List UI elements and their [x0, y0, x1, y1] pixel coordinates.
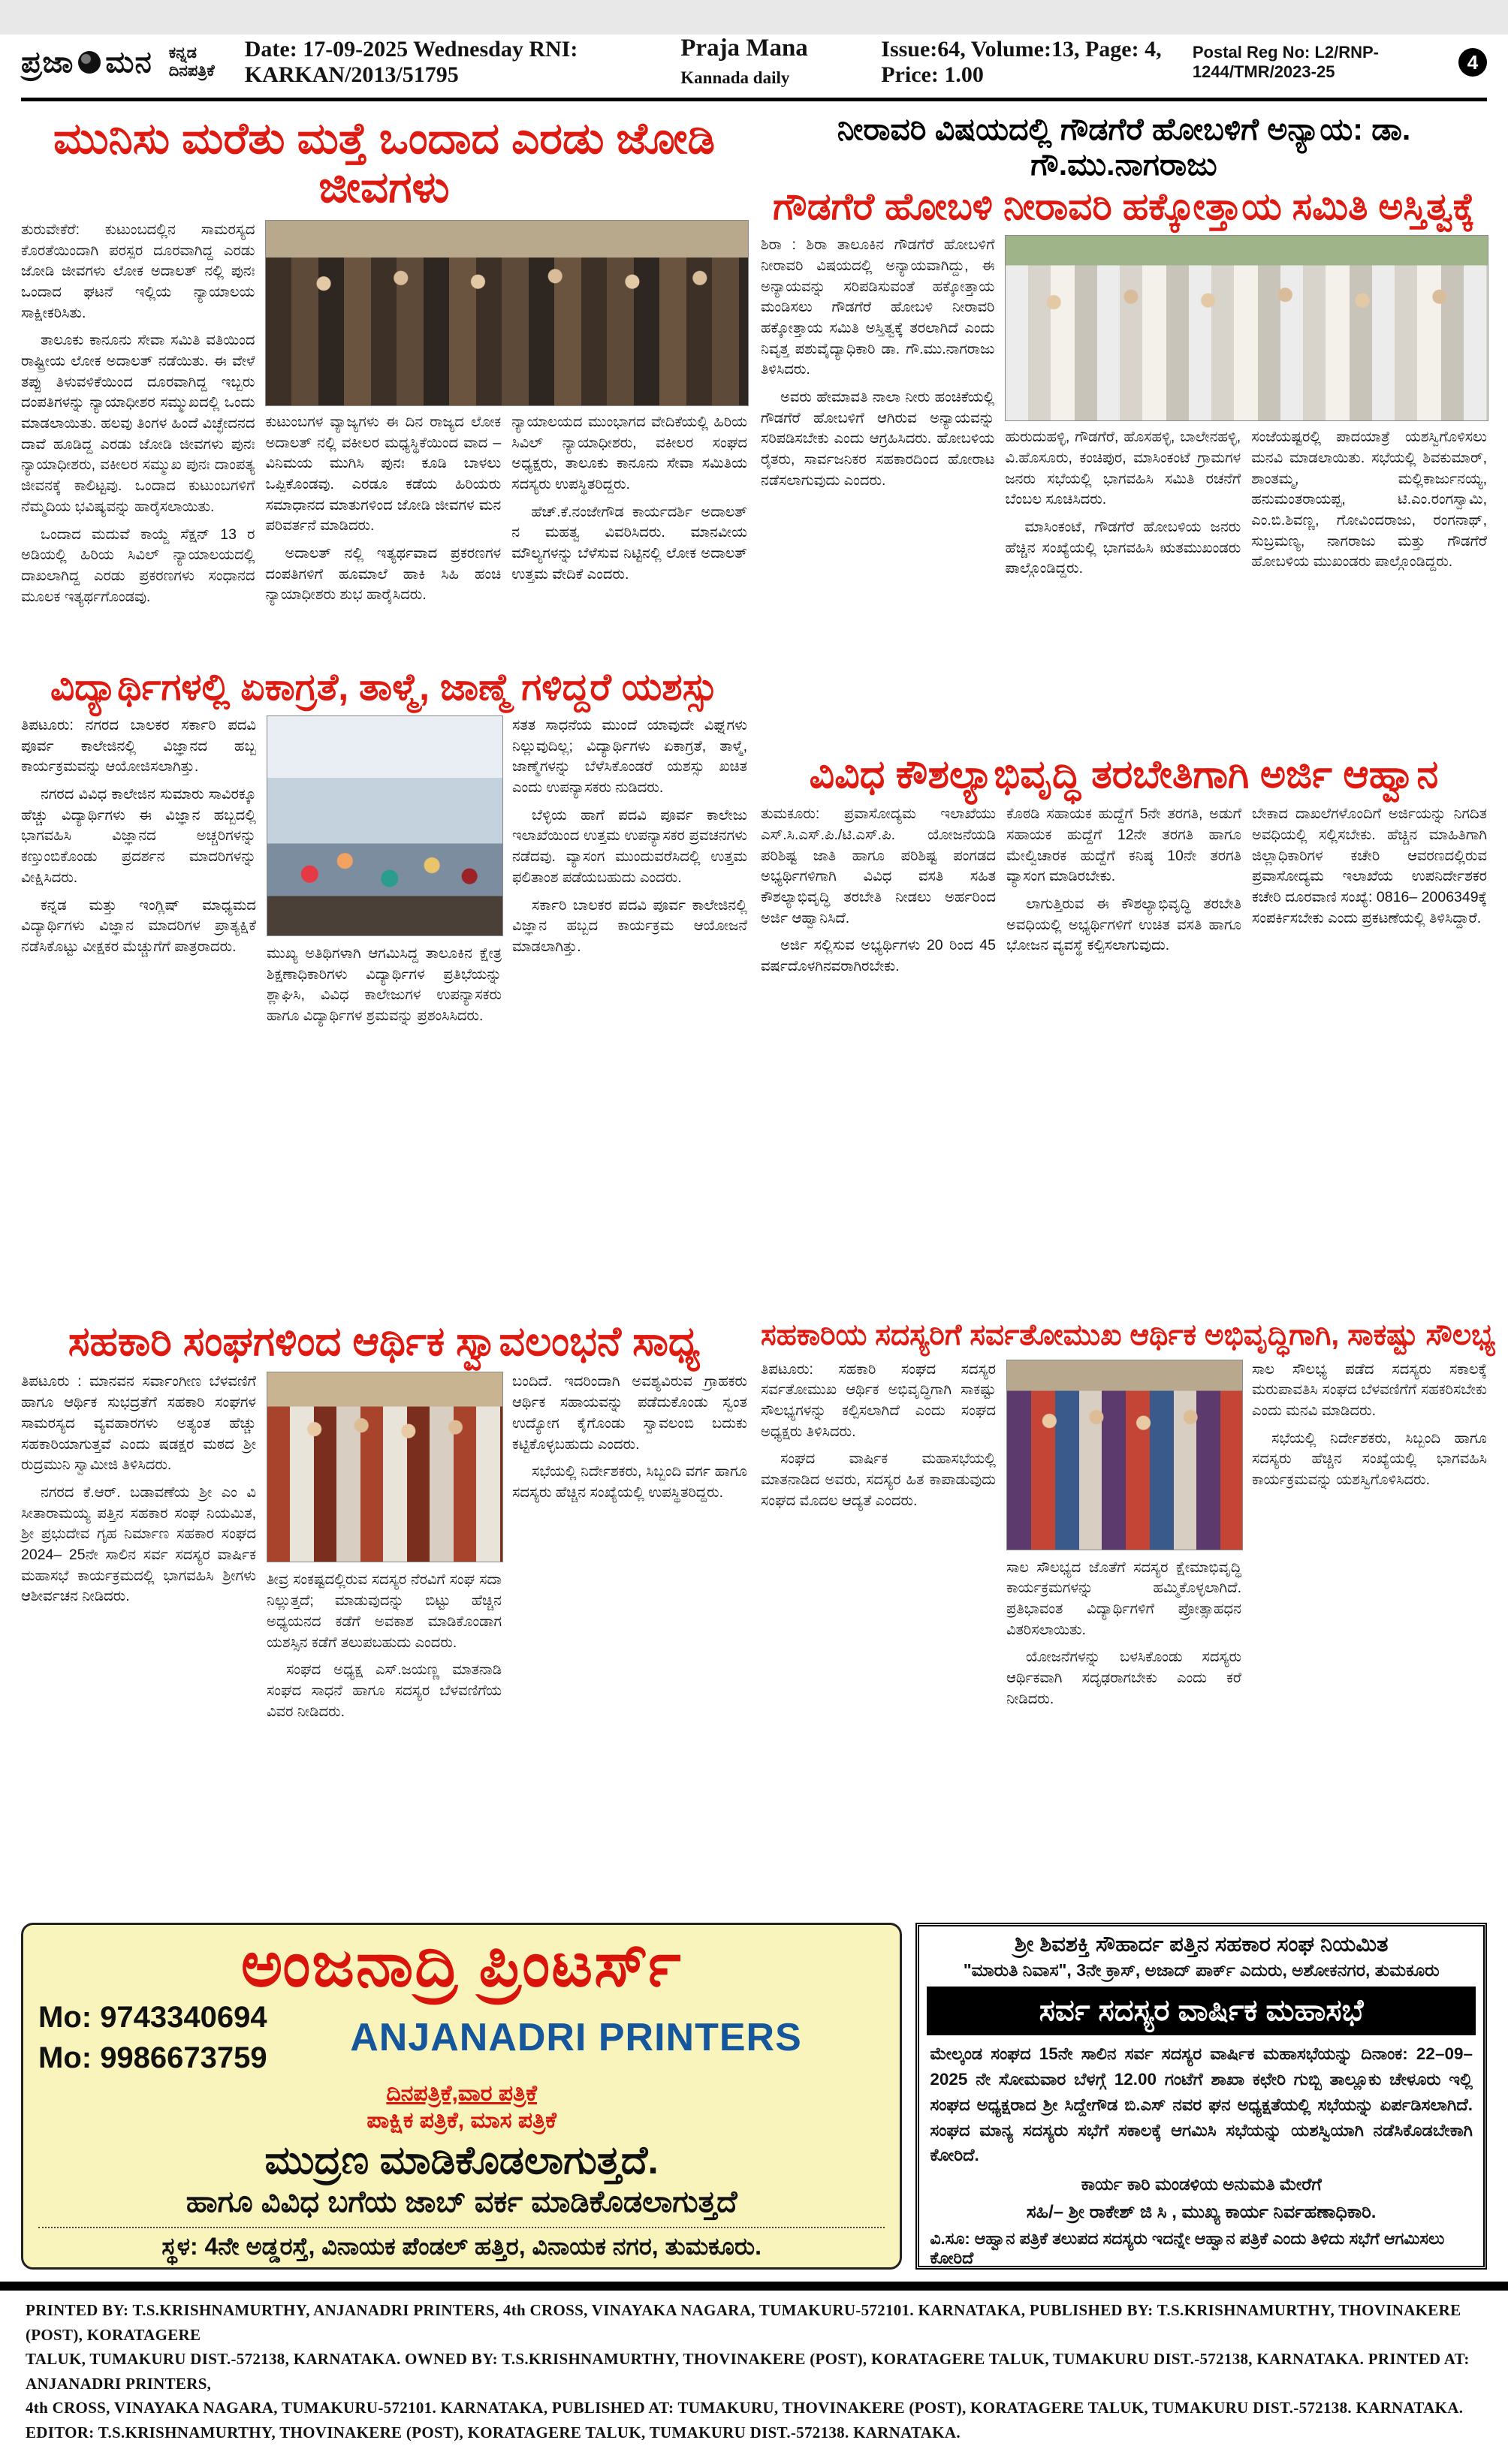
article-paragraph: ಸಂಜೆಯಷ್ಟರಲ್ಲಿ ಪಾದಯಾತ್ರೆ ಯಶಸ್ವಿಗೊಳಿಸಲು ಮನವಿ ಮಾಡಲಾಯಿತು. ಸಭೆಯಲ್ಲಿ ಶಿವಕುಮಾರ್, ಶಾಂತಮ್ಮ, ಮಲ್ಲಿಕಾರ್ಜುನಯ್ಯ, ಹನುಮಂತರಾಯಪ್ಪ, ಟಿ.ಎಂ.ರಂಗಸ್ವಾಮಿ, ಎಂ.ಬಿ.ಶಿವಣ್ಣ, ಗೋವಿಂದರಾಜು, ರಂಗನಾಥ್, ಸುಬ್ರಮಣ್ಯ, ನಾಗರಾಜು ಮತ್ತು ಗೌಡಗೆರೆ ಹೋಬಳಿಯ ಮುಖಂಡರು ಪಾಲ್ಗೊಂಡಿದ್ದರು. — [1251, 429, 1487, 571]
newspaper-logo — [21, 46, 152, 80]
article-paragraph: ತಿಪಟೂರು: ಸಹಕಾರಿ ಸಂಘದ ಸದಸ್ಯರ ಸರ್ವತೋಮುಖ ಆರ್ಥಿಕ ಅಭಿವೃದ್ಧಿಗಾಗಿ ಸಾಕಷ್ಟು ಸೌಲಭ್ಯಗಳನ್ನು ಕಲ್ಪಿಸಲಾಗಿದೆ ಎಂದು ಸಂಘದ ಅಧ್ಯಕ್ಷರು ತಿಳಿಸಿದರು. — [761, 1360, 996, 1440]
article-photo-irrigation-group — [1005, 235, 1488, 421]
article-paragraph: ತೀವ್ರ ಸಂಕಷ್ಟದಲ್ಲಿರುವ ಸದಸ್ಯರ ನೆರವಿಗೆ ಸಂಘ ಸದಾ ನಿಲ್ಲುತ್ತದೆ; ಮಾಡುವುದನ್ನು ಬಿಟ್ಟು ಹೆಚ್ಚಿನ ಅಧ್ಯಯನದ ಕಡೆಗೆ ಅವಕಾಶ ಮಾಡಿಕೊಂಡಾಗ ಯಶಸ್ಸಿನ ಕಡೆಗೆ ತಲುಪಬಹುದು ಎಂದರು. — [267, 1571, 502, 1651]
imprint-footer — [0, 2282, 1508, 2444]
article-paragraph: ಬಂದಿದೆ. ಇದರಿಂದಾಗಿ ಅವಶ್ಯವಿರುವ ಗ್ರಾಹಕರು ಆರ್ಥಿಕ ಸಹಾಯವನ್ನು ಪಡೆದುಕೊಂಡು ಸ್ವಂತ ಉದ್ಯೋಗ ಕೈಗೊಂಡು ಸ್ವಾವಲಂಬಿ ಬದುಕು ಕಟ್ಟಿಕೊಳ್ಳಬಹುದು ಎಂದರು. — [512, 1373, 747, 1453]
brand-sub: Kannada daily — [680, 68, 790, 87]
article-column — [761, 1360, 996, 1519]
anjanadri-printers-ad — [21, 1923, 902, 2270]
article-paragraph: ಬೆಳ್ಳಿಯ ಹಾಗೆ ಪದವಿ ಪೂರ್ವ ಕಾಲೇಜು ಇಲಾಖೆಯಿಂದ ಉತ್ತಮ ಉಪನ್ಯಾಸಕರ ಪ್ರವಚನಗಳು ನಡೆದವು. ವ್ಯಾಸಂಗ ಮುಂದುವರೆಸಿದಲ್ಲಿ ಉತ್ತಮ ಫಲಿತಾಂಶ ಪಡೆಯಬಹುದು ಎಂದರು. — [512, 806, 747, 886]
article-photo-span — [1005, 235, 1487, 586]
article-kicker: ನೀರಾವರಿ ವಿಷಯದಲ್ಲಿ ಗೌಡಗೆರೆ ಹೋಬಳಿಗೆ ಅನ್ಯಾಯ: ಡಾ. ಗೌ.ಮು.ನಾಗರಾಜು — [837, 112, 1411, 182]
article-headline: ವಿವಿಧ ಕೌಶಲ್ಯಾಭಿವೃದ್ಧಿ ತರಬೇತಿಗಾಗಿ ಅರ್ಜಿ ಆಹ್ವಾನ — [809, 753, 1439, 797]
article-paragraph: ತಿಪಟೂರು: ನಗರದ ಬಾಲಕರ ಸರ್ಕಾರಿ ಪದವಿ ಪೂರ್ವ ಕಾಲೇಜಿನಲ್ಲಿ ವಿಜ್ಞಾನದ ಹಬ್ಬ ಕಾರ್ಯಕ್ರಮವನ್ನು ಆಯೋಜಿಸಲಾಗಿತ್ತು. — [21, 717, 256, 776]
imprint-line: TALUK, TUMAKURU DIST.-572138, KARNATAKA. OWNED BY: T.S.KRISHNAMURTHY, THOVINAKERE (POST), KORATAGERE TALUK, TUMAKURU DIST.-572138, KARNATAKA. PRINTED AT: ANJANADRI PRINTERS, — [26, 2350, 1470, 2393]
article-headline: ಗೌಡಗೆರೆ ಹೋಬಳಿ ನೀರಾವರಿ ಹಕ್ಕೋತ್ತಾಯ ಸಮಿತಿ ಅಸ್ತಿತ್ವಕ್ಕೆ — [773, 185, 1475, 228]
ad-title-english: ANJANADRI PRINTERS — [350, 2016, 802, 2059]
article-headline: ಸಹಕಾರಿಯ ಸದಸ್ಯರಿಗೆ ಸರ್ವತೋಮುಖ ಆರ್ಥಿಕ ಅಭಿವೃದ್ಧಿಗಾಗಿ, ಸಾಕಷ್ಟು ಸೌಲಭ್ಯ — [761, 1319, 1496, 1351]
masthead-dateline: Date: 17-09-2025 Wednesday RNI: KARKAN/2013/51795 — [244, 37, 578, 87]
masthead-postal-reg: Postal Reg No: L2/RNP-1244/TMR/2023-25 — [1192, 43, 1380, 81]
article-paragraph: ಸಾಲ ಸೌಲಭ್ಯ ಪಡೆದ ಸದಸ್ಯರು ಸಕಾಲಕ್ಕೆ ಮರುಪಾವತಿಸಿ ಸಂಘದ ಬೆಳವಣಿಗೆಗೆ ಸಹಕರಿಸಬೇಕು ಎಂದು ಮನವಿ ಮಾಡಿದರು. — [1252, 1360, 1487, 1420]
imprint-line: EDITOR: T.S.KRISHNAMURTHY, THOVINAKERE (POST), KORATAGERE TALUK, TUMAKURU DIST.-572138. KARNATAKA. — [26, 2423, 961, 2441]
masthead-emblem-icon — [78, 51, 101, 74]
article-paragraph: ಯೋಜನೆಗಳನ್ನು ಬಳಸಿಕೊಂಡು ಸದಸ್ಯರು ಆರ್ಥಿಕವಾಗಿ ಸದೃಢರಾಗಬೇಕು ಎಂದು ಕರೆ ನೀಡಿದರು. — [1006, 1649, 1241, 1707]
article-column — [761, 235, 994, 498]
ad-services-line1: ದಿನಪತ್ರಿಕೆ,ವಾರ ಪತ್ರಿಕೆ — [386, 2081, 537, 2106]
masthead-tagline: ಕನ್ನಡ ದಿನಪತ್ರಿಕೆ — [168, 44, 215, 80]
article-photo-courtroom — [265, 220, 749, 406]
article-paragraph: ತಾಲೂಕು ಕಾನೂನು ಸೇವಾ ಸಮಿತಿ ವತಿಯಿಂದ ರಾಷ್ಟ್ರೀಯ ಲೋಕ ಅದಾಲತ್ ನಡೆಯಿತು. ಈ ವೇಳೆ ತಪ್ಪು ತಿಳುವಳಿಕೆಯಿಂದ ದೂರವಾಗಿದ್ದ ಇಬ್ಬರು ದಂಪತಿಗಳನ್ನು ನ್ಯಾಯಾಧೀಶರ ಸಮ್ಮುಖದಲ್ಲಿ ಒಂದು ಮಾಡಲಾಯಿತು. ಹಲವು ತಿಂಗಳ ಹಿಂದೆ ವಿಚ್ಛೇದನದ ದಾವೆ ಹೂಡಿದ್ದ ಎರಡು ಜೋಡಿ ಜೀವಗಳು ಪುನಃ ನ್ಯಾಯಾಧೀಶರು, ವಕೀಲರ ಸಮ್ಮುಖ ಪುನಃ ದಾಂಪತ್ಯ ಜೀವನಕ್ಕೆ ಕಾಲಿಟ್ಟವು. ಒಂದಾದ ಕುಟುಂಬಗಳಿಗೆ ನೆಮ್ಮದಿಯ ಭವಿಷ್ಯವನ್ನು ಹಾರೈಸಲಾಯಿತು. — [21, 332, 255, 515]
article-column — [1006, 804, 1241, 963]
ad-phone-numbers — [38, 1997, 267, 2078]
ad-address: ಸ್ಥಳ: 4ನೇ ಅಡ್ಡರಸ್ತೆ, ವಿನಾಯಕ ಪೆಂಡಲ್ ಹತ್ತಿರ, ವಿನಾಯಕ ನಗರ, ತುಮಕೂರು. — [161, 2233, 762, 2260]
article-paragraph: ತುಮಕೂರು: ಪ್ರವಾಸೋದ್ಯಮ ಇಲಾಖೆಯು ಎಸ್.ಸಿ.ಎಸ್.ಪಿ./ಟಿ.ಎಸ್.ಪಿ. ಯೋಜನೆಯಡಿ ಪರಿಶಿಷ್ಟ ಜಾತಿ ಹಾಗೂ ಪರಿಶಿಷ್ಟ ಪಂಗಡದ ಅಭ್ಯರ್ಥಿಗಳಿಗಾಗಿ ವಿವಿಧ ವಸತಿ ಸಹಿತ ಕೌಶಲ್ಯಾಭಿವೃದ್ಧಿ ತರಬೇತಿ ನೀಡಲು ಅರ್ಹರಿಂದ ಅರ್ಜಿ ಆಹ್ವಾನಿಸಿದೆ. — [761, 806, 996, 926]
article-paragraph: ಸತತ ಸಾಧನೆಯ ಮುಂದೆ ಯಾವುದೇ ವಿಘ್ನಗಳು ನಿಲ್ಲುವುದಿಲ್ಲ; ವಿದ್ಯಾರ್ಥಿಗಳು ಏಕಾಗ್ರತೆ, ತಾಳ್ಮೆ, ಜಾಣ್ಮೆಗಳನ್ನು ಬೆಳೆಸಿಕೊಂಡರೆ ಯಶಸ್ಸು ಖಚಿತ ಎಂದು ಉಪನ್ಯಾಸಕರು ನುಡಿದರು. — [512, 717, 747, 797]
notice-signature: ಸಹಿ/– ಶ್ರೀ ರಾಕೇಶ್ ಜಿ ಸಿ , ಮುಖ್ಯ ಕಾರ್ಯ ನಿರ್ವಹಣಾಧಿಕಾರಿ. — [1026, 2202, 1377, 2223]
article-science-fest — [21, 663, 747, 1307]
article-paragraph: ಒಂದಾದ ಮದುವೆ ಕಾಯ್ದೆ ಸೆಕ್ಷನ್ 13 ರ ಅಡಿಯಲ್ಲಿ ಹಿರಿಯ ಸಿವಿಲ್ ನ್ಯಾಯಾಲಯದಲ್ಲಿ ದಾಖಲಾಗಿದ್ದ ಎರಡು ಪ್ರಕರಣಗಳು ಸಂಧಾನದ ಮೂಲಕ ಇತ್ಯರ್ಥಗೊಂಡವು. — [21, 526, 255, 605]
notice-postscript: ವಿ.ಸೂ: ಆಹ್ವಾನ ಪತ್ರಿಕೆ ತಲುಪದ ಸದಸ್ಯರು ಇದನ್ನೇ ಆಹ್ವಾನ ಪತ್ರಿಕೆ ಎಂದು ತಿಳಿದು ಸಭೆಗೆ ಆಗಮಿಸಲು ಕೋರಿದೆ — [930, 2229, 1445, 2268]
article-paragraph: ಲಾಗುತ್ತಿರುವ ಈ ಕೌಶಲ್ಯಾಭಿವೃದ್ಧಿ ತರಬೇತಿ ಅವಧಿಯಲ್ಲಿ ಅಭ್ಯರ್ಥಿಗಳಿಗೆ ಉಚಿತ ವಸತಿ ಹಾಗೂ ಭೋಜನ ವ್ಯವಸ್ಥೆ ಕಲ್ಪಿಸಲಾಗುವುದು. — [1006, 895, 1241, 954]
article-column — [267, 1372, 502, 1729]
article-photo-span — [265, 220, 747, 613]
imprint-line: 4th CROSS, VINAYAKA NAGARA, TUMAKURU-572101. KARNATAKA, PUBLISHED AT: TUMAKURU, THOVINAKERE (POST), KORATAGERE TALUK, TUMAKURU DIST.-572138. KARNATAKA. — [26, 2399, 1464, 2417]
article-column — [1005, 427, 1241, 586]
left-half — [21, 112, 747, 1918]
ad-main-line1: ಮುದ್ರಣ ಮಾಡಿಕೊಡಲಾಗುತ್ತದೆ. — [264, 2139, 659, 2182]
article-paragraph: ತುರುವೇಕೆರೆ: ಕುಟುಂಬದಲ್ಲಿನ ಸಾಮರಸ್ಯದ ಕೊರತೆಯಿಂದಾಗಿ ಪರಸ್ಪರ ದೂರವಾಗಿದ್ದ ಎರಡು ಜೋಡಿ ಜೀವಗಳು ಲೋಕ ಅದಾಲತ್ ನಲ್ಲಿ ಪುನಃ ಒಂದಾದ ಘಟನೆ ಇಲ್ಲಿಯ ನ್ಯಾಯಾಲಯ ಸಾಕ್ಷೀಕರಿಸಿತು. — [21, 221, 255, 321]
ad-phone-1: Mo: 9743340694 — [38, 2001, 267, 2034]
article-column — [1252, 804, 1487, 935]
article-column — [21, 220, 255, 614]
ad-title-kannada: ಅಂಜನಾದ್ರಿ ಪ್ರಿಂಟರ್ಸ್ — [240, 1929, 683, 1999]
article-column — [1252, 1360, 1487, 1498]
article-paragraph: ಸಾಲ ಸೌಲಭ್ಯದ ಜೊತೆಗೆ ಸದಸ್ಯರ ಕ್ಷೇಮಾಭಿವೃದ್ಧಿ ಕಾರ್ಯಕ್ರಮಗಳನ್ನು ಹಮ್ಮಿಕೊಳ್ಳಲಾಗಿದೆ. ಪ್ರತಿಭಾವಂತ ವಿದ್ಯಾರ್ಥಿಗಳಿಗೆ ಪ್ರೋತ್ಸಾಹಧನ ವಿತರಿಸಲಾಯಿತು. — [1006, 1559, 1241, 1638]
article-paragraph: ಅರ್ಜಿ ಸಲ್ಲಿಸುವ ಅಭ್ಯರ್ಥಿಗಳು 20 ರಿಂದ 45 ವರ್ಷದೊಳಗಿನವರಾಗಿರಬೇಕು. — [761, 937, 996, 975]
article-headline: ಸಹಕಾರಿ ಸಂಘಗಳಿಂದ ಆರ್ಥಿಕ ಸ್ವಾವಲಂಭನೆ ಸಾಧ್ಯ — [68, 1319, 701, 1364]
article-paragraph: ಕೊಠಡಿ ಸಹಾಯಕ ಹುದ್ದೆಗೆ 5ನೇ ತರಗತಿ, ಅಡುಗೆ ಸಹಾಯಕ ಹುದ್ದೆಗೆ 12ನೇ ತರಗತಿ ಹಾಗೂ ಮೇಲ್ವಿಚಾರಕ ಹುದ್ದೆಗೆ ಕನಿಷ್ಠ 10ನೇ ತರಗತಿ ವ್ಯಾಸಂಗ ಮಾಡಿರಬೇಕು. — [1006, 806, 1241, 885]
article-column — [511, 412, 747, 613]
article-paragraph: ಹುರುದುಹಳ್ಳಿ, ಗೌಡಗೆರೆ, ಹೊಸಹಳ್ಳಿ, ಬಾಲೇನಹಳ್ಳಿ, ವಿ.ಹೊಸೂರು, ಕಂಚಿಪುರ, ಮಾಸಿಂಕಂಟೆ ಗ್ರಾಮಗಳ ಜನರು ಸಭೆಯಲ್ಲಿ ಭಾಗವಹಿಸಿ ಸಮಿತಿ ರಚನೆಗೆ ಬೆಂಬಲ ಸೂಚಿಸಿದರು. — [1005, 429, 1241, 508]
article-photo-society-members — [1006, 1360, 1243, 1550]
society-meeting-notice — [915, 1923, 1487, 2270]
article-paragraph: ತಿಪಟೂರು : ಮಾನವನ ಸರ್ವಾಂಗೀಣ ಬೆಳವಣಿಗೆ ಹಾಗೂ ಆರ್ಥಿಕ ಸುಭದ್ರತೆಗೆ ಸಹಕಾರಿ ಸಂಘಗಳ ಸಾಮರಸ್ಯದ ವ್ಯವಹಾರಗಳು ಅತ್ಯಂತ ಹೆಚ್ಚು ಸಹಕಾರಿಯಾಗುತ್ತವೆ ಎಂದು ಷಡಕ್ಷರ ಮಠದ ಶ್ರೀ ರುದ್ರಮುನಿ ಸ್ವಾಮೀಜಿ ತಿಳಿಸಿದರು. — [21, 1373, 256, 1474]
article-paragraph: ಸರ್ಕಾರಿ ಬಾಲಕರ ಪದವಿ ಪೂರ್ವ ಕಾಲೇಜಿನಲ್ಲಿ ವಿಜ್ಞಾನ ಹಬ್ಬದ ಕಾರ್ಯಕ್ರಮ ಆಯೋಜನೆ ಮಾಡಲಾಗಿತ್ತು. — [512, 896, 747, 955]
article-paragraph: ಹೆಚ್.ಕೆ.ನಂಜೇಗೌಡ ಕಾರ್ಯದರ್ಶಿ ಅದಾಲತ್ ನ ಮಹತ್ವ ವಿವರಿಸಿದರು. ಮಾನವೀಯ ಮೌಲ್ಯಗಳನ್ನು ಬೆಳೆಸುವ ನಿಟ್ಟಿನಲ್ಲಿ ಲೋಕ ಅದಾಲತ್ ಉತ್ತಮ ವೇದಿಕೆ ಎಂದರು. — [511, 503, 747, 583]
ad-services-line2: ಪಾಕ್ಷಿಕ ಪತ್ರಿಕೆ, ಮಾಸ ಪತ್ರಿಕೆ — [366, 2108, 556, 2133]
article-paragraph: ಸಭೆಯಲ್ಲಿ ನಿರ್ದೇಶಕರು, ಸಿಬ್ಬಂದಿ ವರ್ಗ ಹಾಗೂ ಸದಸ್ಯರು ಹೆಚ್ಚಿನ ಸಂಖ್ಯೆಯಲ್ಲಿ ಉಪಸ್ಥಿತರಿದ್ದರು. — [512, 1463, 747, 1501]
article-irrigation — [761, 112, 1487, 741]
article-paragraph: ನ್ಯಾಯಾಲಯದ ಮುಂಭಾಗದ ವೇದಿಕೆಯಲ್ಲಿ ಹಿರಿಯ ಸಿವಿಲ್ ನ್ಯಾಯಾಧೀಶರು, ವಕೀಲರ ಸಂಘದ ಅಧ್ಯಕ್ಷರು, ತಾಲೂಕು ಕಾನೂನು ಸೇವಾ ಸಮಿತಿಯ ಸದಸ್ಯರು ಉಪಸ್ಥಿತರಿದ್ದರು. — [511, 413, 747, 492]
article-column — [265, 412, 501, 613]
article-headline: ವಿದ್ಯಾರ್ಥಿಗಳಲ್ಲಿ ಏಕಾಗ್ರತೆ, ತಾಳ್ಮೆ, ಜಾಣ್ಮೆ ಗಳಿದ್ದರೆ ಯಶಸ್ಸು — [50, 666, 718, 708]
article-skill-training — [761, 750, 1487, 1307]
masthead-issue-line: Issue:64, Volume:13, Page: 4, Price: 1.00 — [881, 37, 1162, 87]
ad-divider — [38, 2227, 885, 2228]
article-paragraph: ಕುಟುಂಬಗಳ ವ್ಯಾಜ್ಯಗಳು ಈ ದಿನ ರಾಜ್ಯದ ಲೋಕ ಅದಾಲತ್ ನಲ್ಲಿ ವಕೀಲರ ಮಧ್ಯಸ್ಥಿಕೆಯಿಂದ ವಾದ – ವಿನಿಮಯ ಮುಗಿಸಿ ಪುನಃ ಕೂಡಿ ಬಾಳಲು ಒಪ್ಪಿಕೊಂಡವು. ಎರಡೂ ಕಡೆಯ ಹಿರಿಯರು ಸಮಾಧಾನದ ಮಾತುಗಳಿಂದ ಜೋಡಿ ಜೀವಗಳ ಮನ ಪರಿವರ್ತನೆ ಮಾಡಿದರು. — [265, 413, 502, 535]
article-paragraph: ಕನ್ನಡ ಮತ್ತು ಇಂಗ್ಲಿಷ್ ಮಾಧ್ಯಮದ ವಿದ್ಯಾರ್ಥಿಗಳು ವಿಜ್ಞಾನ ಮಾದರಿಗಳ ಪ್ರಾತ್ಯಕ್ಷಿಕೆ ನಡೆಸಿಕೊಟ್ಟು ವೀಕ್ಷಕರ ಮೆಚ್ಚುಗೆಗೆ ಪಾತ್ರರಾದರು. — [21, 896, 256, 955]
article-paragraph: ನಗರದ ಕೆ.ಆರ್. ಬಡಾವಣೆಯ ಶ್ರೀ ಎಂ ವಿ ಸೀತಾರಾಮಯ್ಯ ಪತ್ತಿನ ಸಹಕಾರ ಸಂಘ ನಿಯಮಿತ, ಶ್ರೀ ಪ್ರಭುದೇವ ಗೃಹ ನಿರ್ಮಾಣ ಸಹಕಾರ ಸಂಘದ 2024– 25ನೇ ಸಾಲಿನ ಸರ್ವ ಸದಸ್ಯರ ವಾರ್ಷಿಕ ಮಹಾಸಭೆ ಕಾರ್ಯಕ್ರಮದಲ್ಲಿ ಭಾಗವಹಿಸಿ ಶ್ರೀಗಳು ಆಶೀರ್ವಚನ ನೀಡಿದರು. — [21, 1484, 256, 1605]
article-paragraph: ಮಾಸಿಂಕಂಟೆ, ಗೌಡಗೆರೆ ಹೋಬಳಿಯ ಜನರು ಹೆಚ್ಚಿನ ಸಂಖ್ಯೆಯಲ್ಲಿ ಭಾಗವಹಿಸಿ ಋತಮುಖಂಡರು ಪಾಲ್ಗೊಂಡಿದ್ದರು. — [1005, 519, 1241, 577]
article-paragraph: ಸಂಘದ ಅಧ್ಯಕ್ಷ ಎಸ್.ಜಯಣ್ಣ ಮಾತನಾಡಿ ಸಂಘದ ಸಾಧನೆ ಹಾಗೂ ಸದಸ್ಯರ ಬೆಳವಣಿಗೆಯ ವಿವರ ನೀಡಿದರು. — [267, 1661, 502, 1720]
article-headline: ಮುನಿಸು ಮರೆತು ಮತ್ತೆ ಒಂದಾದ ಎರಡು ಜೋಡಿ ಜೀವಗಳು — [53, 114, 716, 212]
article-column — [512, 1372, 747, 1510]
notice-by-order: ಕಾರ್ಯ ಕಾರಿ ಮಂಡಳಿಯ ಅನುಮತಿ ಮೇರೆಗೆ — [1081, 2174, 1322, 2194]
newspaper-page — [0, 35, 1508, 2464]
article-column — [1006, 1360, 1241, 1717]
page-number-badge: 4 — [1458, 48, 1487, 77]
notice-address: "ಮಾರುತಿ ನಿವಾಸ", 3ನೇ ಕ್ರಾಸ್, ಅಜಾದ್ ಪಾರ್ಕ್ ಎದುರು, ಅಶೋಕನಗರ, ತುಮಕೂರು — [963, 1960, 1440, 1981]
article-photo-science — [267, 715, 503, 936]
article-paragraph: ಸಂಘದ ವಾರ್ಷಿಕ ಮಹಾಸಭೆಯಲ್ಲಿ ಮಾತನಾಡಿದ ಅವರು, ಸದಸ್ಯರ ಹಿತ ಕಾಪಾಡುವುದು ಸಂಘದ ಮೊದಲ ಆದ್ಯತೆ ಎಂದರು. — [761, 1450, 996, 1509]
logo-text-right: ಮನ — [105, 45, 152, 79]
notice-organization: ಶ್ರೀ ಶಿವಶಕ್ತಿ ಸೌಹಾರ್ದ ಪತ್ತಿನ ಸಹಕಾರ ಸಂಘ ನಿಯಮಿತ — [1014, 1932, 1389, 1956]
ad-phone-2: Mo: 9986673759 — [38, 2041, 267, 2074]
article-paragraph: ನಗರದ ವಿವಿಧ ಕಾಲೇಜಿನ ಸುಮಾರು ಸಾವಿರಕ್ಕೂ ಹೆಚ್ಚು ವಿದ್ಯಾರ್ಥಿಗಳು ಈ ವಿಜ್ಞಾನ ಹಬ್ಬದಲ್ಲಿ ಭಾಗವಹಿಸಿ ವಿಜ್ಞಾನದ ಅಚ್ಚರಿಗಳನ್ನು ಕಣ್ತುಂಬಿಕೊಂಡು ಪ್ರದರ್ಶನ ಮಾದರಿಗಳನ್ನು ವೀಕ್ಷಿಸಿದರು. — [21, 786, 256, 886]
article-column — [267, 715, 502, 1034]
article-paragraph: ಶಿರಾ : ಶಿರಾ ತಾಲೂಕಿನ ಗೌಡಗೆರೆ ಹೋಬಳಿಗೆ ನೀರಾವರಿ ವಿಷಯದಲ್ಲಿ ಅನ್ಯಾಯವಾಗಿದ್ದು, ಈ ಅನ್ಯಾಯವನ್ನು ಸರಿಪಡಿಸುವಂತೆ ಹಕ್ಕೋತ್ತಾಯ ಮಂಡಿಸಲು ಗೌಡಗೆರೆ ಹೋಬಳಿ ನೀರಾವರಿ ಹಕ್ಕೋತ್ತಾಯ ಸಮಿತಿ ಅಸ್ತಿತ್ವಕ್ಕೆ ತರಲಾಗಿದೆ ಎಂದು ನಿವೃತ್ತ ಪಶುವೈದ್ಯಾಧಿಕಾರಿ ಡಾ. ಗೌ.ಮು.ನಾಗರಾಜು ತಿಳಿಸಿದರು. — [761, 236, 995, 378]
article-column — [512, 715, 747, 965]
article-cooperative-right — [761, 1316, 1496, 1909]
ad-main-line2: ಹಾಗೂ ವಿವಿಧ ಬಗೆಯ ಜಾಬ್ ವರ್ಕ ಮಾಡಿಕೊಡಲಾಗುತ್ತದೆ — [185, 2185, 737, 2219]
article-paragraph: ಅದಾಲತ್ ನಲ್ಲಿ ಇತ್ಯರ್ಥವಾದ ಪ್ರಕರಣಗಳ ದಂಪತಿಗಳಿಗೆ ಹೂಮಾಲೆ ಹಾಕಿ ಸಿಹಿ ಹಂಚಿ ನ್ಯಾಯಾಧೀಶರು ಶುಭ ಹಾರೈಸಿದರು. — [265, 545, 502, 604]
masthead — [21, 35, 1487, 101]
notice-body: ಮೇಲ್ಕಂಡ ಸಂಘದ 15ನೇ ಸಾಲಿನ ಸರ್ವ ಸದಸ್ಯರ ವಾರ್ಷಿಕ ಮಹಾಸಭೆಯನ್ನು ದಿನಾಂಕ: 22–09–2025 ನೇ ಸೋಮವಾರ ಬೆಳಗ್ಗೆ 12.00 ಗಂಟೆಗೆ ಶಾಖಾ ಕಛೇರಿ ಗುಬ್ಬಿ ತಾಲ್ಲೂಕು ಚೇಳೂರು ಇಲ್ಲಿ ಸಂಘದ ಅಧ್ಯಕ್ಷರಾದ ಶ್ರೀ ಸಿದ್ದೇಗೌಡ ಬಿ.ಎಸ್ ನವರ ಘನ ಅಧ್ಯಕ್ಷತೆಯಲ್ಲಿ ಸಭೆಯನ್ನು ಏರ್ಪಡಿಸಲಾಗಿದೆ. ಸಂಘದ ಮಾನ್ಯ ಸದಸ್ಯರು ಸಭೆಗೆ ಸಕಾಲಕ್ಕೆ ಆಗಮಿಸಿ ಸಭೆಯನ್ನು ಯಶಸ್ವಿಯಾಗಿ ನಡೆಸಿಕೊಡಬೇಕಾಗಿ ಕೋರಿದೆ. — [930, 2044, 1473, 2165]
imprint-line: PRINTED BY: T.S.KRISHNAMURTHY, ANJANADRI PRINTERS, 4th CROSS, VINAYAKA NAGARA, TUMAKURU-572101. KARNATAKA, PUBLISHED BY: T.S.KRISHNAMURTHY, THOVINAKERE (POST), KORATAGERE — [26, 2301, 1461, 2344]
article-column — [761, 804, 996, 984]
article-paragraph: ಸಭೆಯಲ್ಲಿ ನಿರ್ದೇಶಕರು, ಸಿಬ್ಬಂದಿ ಹಾಗೂ ಸದಸ್ಯರು ಹೆಚ್ಚಿನ ಸಂಖ್ಯೆಯಲ್ಲಿ ಭಾಗವಹಿಸಿ ಕಾರ್ಯಕ್ರಮವನ್ನು ಯಶಸ್ವಿಗೊಳಿಸಿದರು. — [1252, 1429, 1487, 1489]
main-content — [21, 112, 1496, 1918]
masthead-brand — [680, 35, 864, 90]
bottom-ads-row — [21, 1923, 1487, 2270]
article-paragraph: ಬೇಕಾದ ದಾಖಲೆಗಳೊಂದಿಗೆ ಅರ್ಜಿಯನ್ನು ನಿಗದಿತ ಅವಧಿಯಲ್ಲಿ ಸಲ್ಲಿಸಬೇಕು. ಹೆಚ್ಚಿನ ಮಾಹಿತಿಗಾಗಿ ಜಿಲ್ಲಾಧಿಕಾರಿಗಳ ಕಚೇರಿ ಆವರಣದಲ್ಲಿರುವ ಪ್ರವಾಸೋದ್ಯಮ ಇಲಾಖೆಯ ಉಪನಿರ್ದೇಶಕರ ಕಚೇರಿ ದೂರವಾಣಿ ಸಂಖ್ಯೆ: 0816– 2006349ಕ್ಕೆ ಸಂಪರ್ಕಿಸಬೇಕು ಎಂದು ಪ್ರಕಟಣೆಯಲ್ಲಿ ತಿಳಿಸಿದ್ದಾರೆ. — [1252, 806, 1487, 926]
notice-banner: ಸರ್ವ ಸದಸ್ಯರ ವಾರ್ಷಿಕ ಮಹಾಸಭೆ — [927, 1987, 1476, 2035]
article-paragraph: ಮುಖ್ಯ ಅತಿಥಿಗಳಾಗಿ ಆಗಮಿಸಿದ್ದ ತಾಲೂಕಿನ ಕ್ಷೇತ್ರ ಶಿಕ್ಷಣಾಧಿಕಾರಿಗಳು ವಿದ್ಯಾರ್ಥಿಗಳ ಪ್ರತಿಭೆಯನ್ನು ಶ್ಲಾಘಿಸಿ, ವಿವಿಧ ಕಾಲೇಜುಗಳ ಉಪನ್ಯಾಸಕರು ಹಾಗೂ ವಿದ್ಯಾರ್ಥಿಗಳ ಶ್ರಮವನ್ನು ಪ್ರಶಂಸಿಸಿದರು. — [267, 945, 502, 1025]
brand-name: Praja Mana — [680, 35, 808, 62]
article-paragraph: ಅವರು ಹೇಮಾವತಿ ನಾಲಾ ನೀರು ಹಂಚಿಕೆಯಲ್ಲಿ ಗೌಡಗೆರೆ ಹೋಬಳಿಗೆ ಆಗಿರುವ ಅನ್ಯಾಯವನ್ನು ಸರಿಪಡಿಸಬೇಕು ಎಂದು ಆಗ್ರಹಿಸಿದರು. ಹೋಬಳಿಯ ರೈತರು, ಸಾರ್ವಜನಿಕರ ಸಹಕಾರದಿಂದ ಹೋರಾಟ ನಡೆಸಲಾಗುವುದು ಎಂದರು. — [761, 389, 995, 489]
article-lok-adalat — [21, 112, 747, 654]
article-column — [1251, 427, 1487, 586]
article-photo-felicitation — [267, 1372, 503, 1562]
article-column — [21, 715, 256, 965]
logo-text-left: ಪ್ರಜಾ — [21, 45, 74, 79]
article-column — [21, 1372, 256, 1614]
right-half — [761, 112, 1496, 1918]
article-cooperative-left — [21, 1316, 747, 1909]
